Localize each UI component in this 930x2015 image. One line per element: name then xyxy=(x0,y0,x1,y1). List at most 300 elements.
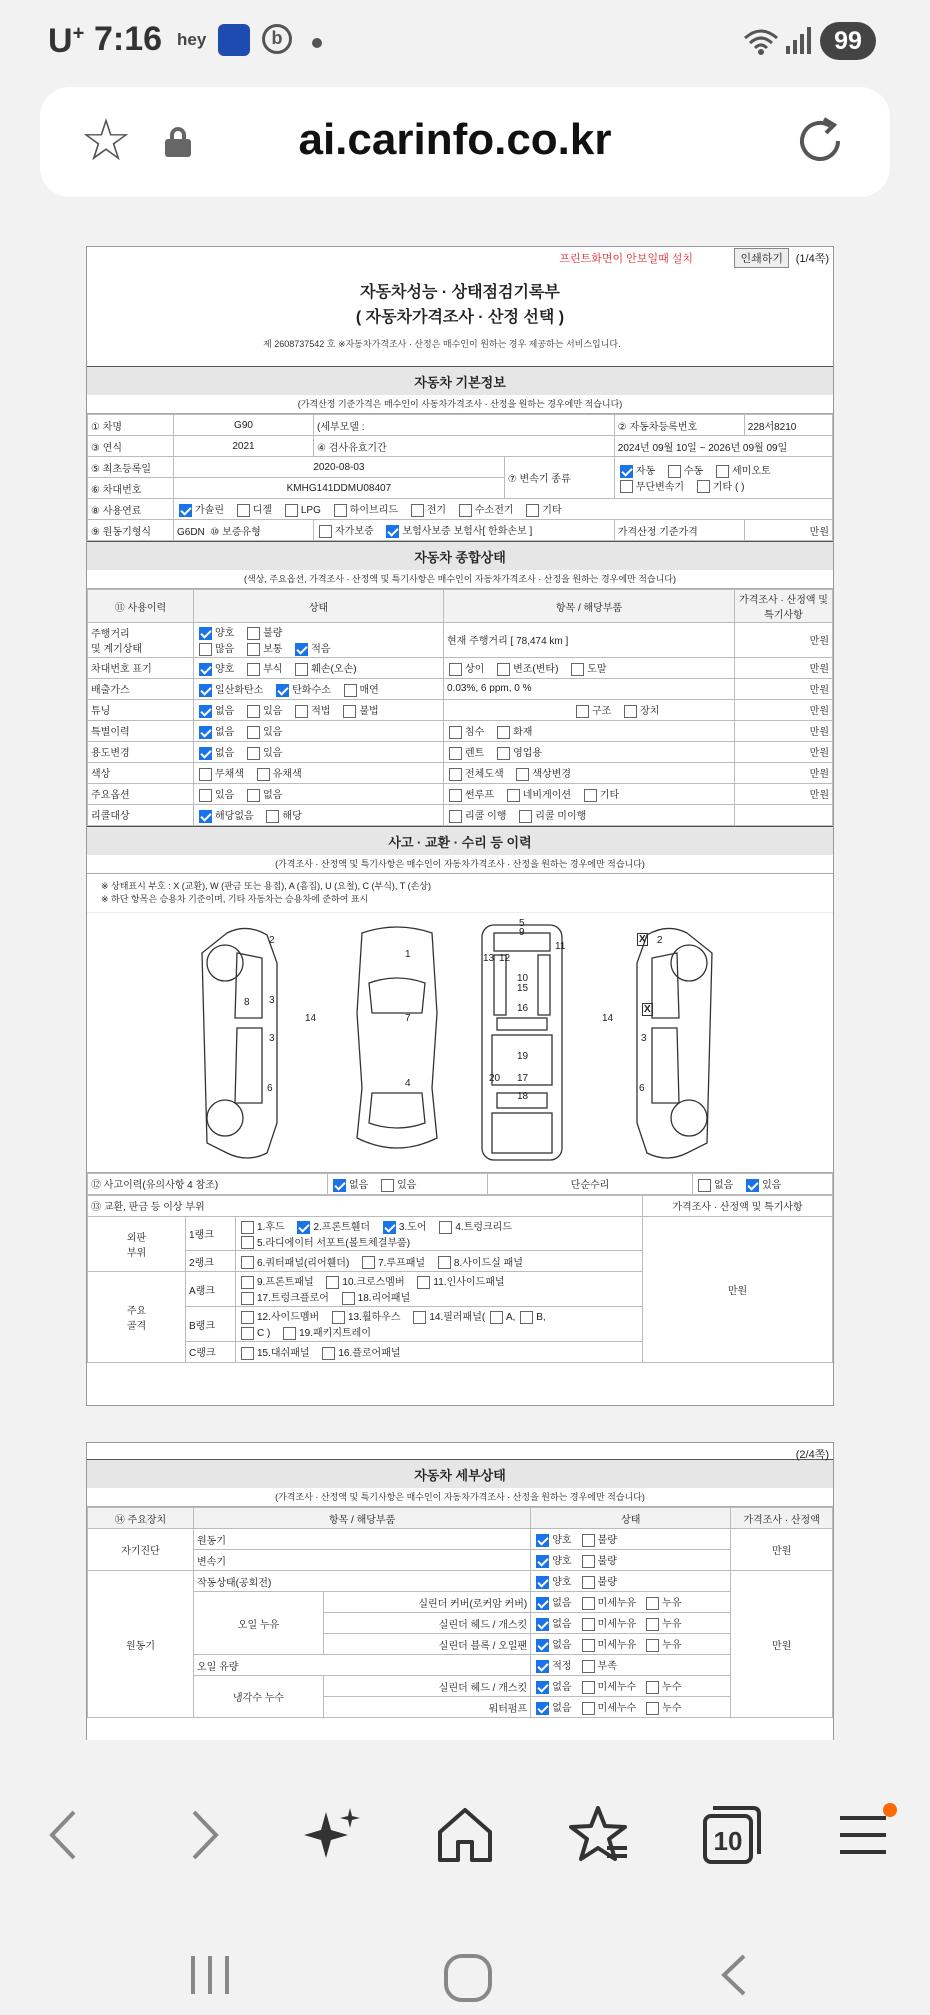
mileage-normal-checkbox[interactable] xyxy=(247,643,260,656)
reload-icon[interactable] xyxy=(792,113,848,169)
vin-rust-checkbox[interactable] xyxy=(247,663,260,676)
front-fender-checkbox[interactable] xyxy=(297,1221,310,1234)
vin-good-checkbox[interactable] xyxy=(199,663,212,676)
mark-8: 8 xyxy=(244,996,250,1008)
status-bar xyxy=(0,0,930,85)
pillar-c-checkbox[interactable] xyxy=(241,1327,254,1340)
opt-label: 화재 xyxy=(513,726,533,738)
fuel-hybrid-label: 하이브리드 xyxy=(349,505,398,517)
document-subtitle: ( 자동차가격조사 · 산정 선택 ) xyxy=(355,309,565,326)
special-fire-checkbox[interactable] xyxy=(497,726,510,739)
print-install-link[interactable]: 프린트화면이 안보일때 설치 xyxy=(559,253,693,265)
transmission-label: 변속기 xyxy=(194,1550,531,1571)
opt-label: 구조 xyxy=(592,705,612,717)
opt-label: 훼손(오손) xyxy=(311,663,357,675)
coolant-head-none-checkbox[interactable] xyxy=(536,1681,549,1694)
opt-label: 누유 xyxy=(662,1640,682,1652)
trans-good-checkbox[interactable] xyxy=(536,1555,549,1568)
opt-label: 적음 xyxy=(311,643,331,655)
block-none-checkbox[interactable] xyxy=(536,1639,549,1652)
usage-rent-checkbox[interactable] xyxy=(449,747,462,760)
signal-icon xyxy=(786,26,812,54)
state-cell xyxy=(531,1634,731,1655)
transmission-semi-checkbox[interactable] xyxy=(716,465,729,478)
main-frame-label: 주요 골격 xyxy=(88,1272,186,1362)
roof-panel-checkbox[interactable] xyxy=(362,1256,375,1269)
clock: 7:16 xyxy=(94,20,163,58)
row-label: 주요옵션 xyxy=(88,783,194,804)
fuel-electric-label: 전기 xyxy=(426,505,447,517)
option-no-checkbox[interactable] xyxy=(247,789,260,802)
coolant-head-minor-checkbox[interactable] xyxy=(582,1681,595,1694)
recall-pending-checkbox[interactable] xyxy=(519,810,532,823)
rankA-options xyxy=(236,1272,643,1307)
opt-label: 불량 xyxy=(597,1556,617,1568)
overall-state-heading: 자동차 종합상태 xyxy=(87,541,833,570)
mileage-many-checkbox[interactable] xyxy=(199,643,212,656)
rankC-options xyxy=(236,1341,643,1362)
block-minor-checkbox[interactable] xyxy=(582,1639,595,1652)
mark-18: 18 xyxy=(517,1090,529,1102)
rear-panel-checkbox[interactable] xyxy=(342,1292,355,1305)
row-label: 용도변경 xyxy=(88,741,194,762)
document-number: 제 2608737542 호 ※자동차가격조사 · 산정은 매수인이 원하는 경우 제공하는 서비스입니다. xyxy=(263,339,621,349)
usage-business-checkbox[interactable] xyxy=(497,747,510,760)
side-member-checkbox[interactable] xyxy=(241,1311,254,1324)
trunk-lid-checkbox[interactable] xyxy=(439,1221,452,1234)
engine-bad-checkbox[interactable] xyxy=(582,1534,595,1547)
oil-level-label: 오일 유량 xyxy=(194,1655,531,1676)
emission-values: 0.03%, 6 ppm, 0 % xyxy=(444,678,735,699)
cross-member-checkbox[interactable] xyxy=(326,1276,339,1289)
transmission-manual-checkbox[interactable] xyxy=(668,465,681,478)
basic-info-heading: 자동차 기본정보 xyxy=(87,366,833,395)
mark-3: 3 xyxy=(269,994,275,1006)
opt-label: 기타 xyxy=(599,789,620,801)
state-cell xyxy=(531,1529,731,1550)
price-unit: 만원 xyxy=(735,762,833,783)
opt-label: 무채색 xyxy=(215,768,244,780)
rankA-label: A랭크 xyxy=(186,1272,236,1307)
lock-icon[interactable] xyxy=(165,127,191,155)
oil-leak-label: 오일 누유 xyxy=(194,1592,324,1655)
rank1-options xyxy=(236,1216,643,1251)
radiator-support-checkbox[interactable] xyxy=(241,1236,254,1249)
opt-label: 침수 xyxy=(465,726,485,738)
accident-none-checkbox[interactable] xyxy=(333,1179,346,1192)
row-label: 주행거리 및 계기상태 xyxy=(88,623,194,658)
value-vin: KMHG141DDMU08407 xyxy=(174,478,505,499)
value-engine-type: G6DN xyxy=(177,526,205,538)
col-state: 상태 xyxy=(531,1508,731,1529)
fuel-electric-checkbox[interactable] xyxy=(411,504,424,517)
opt-label: 12.사이드멤버 xyxy=(257,1312,320,1324)
row-label: 차대번호 표기 xyxy=(88,657,194,678)
opt-label: 1.후드 xyxy=(257,1221,285,1233)
color-full-paint-checkbox[interactable] xyxy=(449,768,462,781)
inside-panel-checkbox[interactable] xyxy=(417,1276,430,1289)
mileage-few-checkbox[interactable] xyxy=(295,643,308,656)
head-leak-checkbox[interactable] xyxy=(646,1618,659,1631)
opt-label: 16.플로어패널 xyxy=(338,1347,401,1359)
fuel-diesel-checkbox[interactable] xyxy=(237,504,250,517)
warranty-options xyxy=(314,520,615,541)
opt-label: 전체도색 xyxy=(465,768,504,780)
table-row xyxy=(88,657,833,678)
state-cell xyxy=(194,762,444,783)
color-chromatic-checkbox[interactable] xyxy=(257,768,270,781)
opt-label: 있음 xyxy=(263,705,283,717)
oil-low-checkbox[interactable] xyxy=(582,1660,595,1673)
fuel-other-checkbox[interactable] xyxy=(526,504,539,517)
mark-14-right: 14 xyxy=(602,1012,614,1024)
opt-label: 없음 xyxy=(714,1179,734,1191)
accident-legend xyxy=(87,874,833,913)
opt-label: 있음 xyxy=(397,1179,417,1191)
mark-15: 15 xyxy=(517,982,529,994)
label-sub-model: (세부모델 : xyxy=(314,415,615,436)
idle-good-checkbox[interactable] xyxy=(536,1576,549,1589)
price-unit: 만원 xyxy=(735,657,833,678)
state-cell xyxy=(531,1550,731,1571)
row-label: 특별이력 xyxy=(88,720,194,741)
parts-price-unit: 만원 xyxy=(643,1216,833,1362)
rankC-label: C랭크 xyxy=(186,1341,236,1362)
opt-label: 7.루프패널 xyxy=(378,1257,426,1269)
head-minor-checkbox[interactable] xyxy=(582,1618,595,1631)
detail-state-table xyxy=(87,1507,833,1718)
report-page-2 xyxy=(86,1442,834,1740)
url-text[interactable]: ai.carinfo.co.kr xyxy=(298,115,612,164)
special-flood-checkbox[interactable] xyxy=(449,726,462,739)
mark-17: 17 xyxy=(517,1072,529,1084)
label-fuel: ⑧ 사용연료 xyxy=(88,499,174,520)
web-content xyxy=(0,210,930,1740)
value-year: 2021 xyxy=(174,436,314,457)
opt-label: 18.리어패널 xyxy=(357,1293,411,1305)
mark-6: 6 xyxy=(267,1082,273,1094)
state-cell xyxy=(194,678,444,699)
fuel-gasoline-label: 가솔린 xyxy=(195,505,224,517)
color-change-checkbox[interactable] xyxy=(516,768,529,781)
table-row xyxy=(88,699,833,720)
emission-hc-checkbox[interactable] xyxy=(276,684,289,697)
item-cell xyxy=(444,720,735,741)
home-icon[interactable] xyxy=(430,1800,500,1870)
special-yes-checkbox[interactable] xyxy=(247,726,260,739)
part-cylinder-head: 실린더 헤드 / 개스킷 xyxy=(324,1613,531,1634)
recall-yes-checkbox[interactable] xyxy=(266,810,279,823)
special-none-checkbox[interactable] xyxy=(199,726,212,739)
opt-label: 있음 xyxy=(215,789,235,801)
opt-label: 렌트 xyxy=(465,747,485,759)
opt-label: 17.트렁크플로어 xyxy=(257,1293,329,1305)
col-state: 상태 xyxy=(194,590,444,623)
opt-label: 있음 xyxy=(762,1179,782,1191)
price-unit: 만원 xyxy=(731,1529,833,1571)
car-right-side-view xyxy=(637,928,712,1158)
front-panel-checkbox[interactable] xyxy=(241,1276,254,1289)
pillar-b-checkbox[interactable] xyxy=(520,1311,533,1324)
legend-symbols: ※ 상태표시 부호 : X (교환), W (판금 또는 용접), A (흠집), U (요철), C (부식), T (손상) xyxy=(101,880,431,891)
mark-2: 2 xyxy=(269,934,275,946)
floor-panel-checkbox[interactable] xyxy=(322,1347,335,1360)
system-back-icon[interactable] xyxy=(710,1950,760,2000)
accident-history-options xyxy=(328,1173,488,1194)
warranty-self-label: 자가보증 xyxy=(335,526,374,538)
quarter-panel-checkbox[interactable] xyxy=(241,1256,254,1269)
engine-good-checkbox[interactable] xyxy=(536,1534,549,1547)
fuel-hydrogen-label: 수소전기 xyxy=(474,505,514,517)
part-cylinder-block: 실린더 블록 / 오일팬 xyxy=(324,1634,531,1655)
idle-bad-checkbox[interactable] xyxy=(582,1576,595,1589)
opt-label: 없음 xyxy=(349,1179,369,1191)
mark-5: 5 xyxy=(519,917,525,929)
cover-none-checkbox[interactable] xyxy=(536,1597,549,1610)
overall-state-table xyxy=(87,589,833,826)
state-cell xyxy=(194,720,444,741)
menu-icon[interactable] xyxy=(828,1800,898,1870)
vin-damage-checkbox[interactable] xyxy=(295,663,308,676)
fuel-lpg-label: LPG xyxy=(300,505,321,517)
opt-label: 14.필러패널( xyxy=(429,1312,486,1324)
wheel-house-checkbox[interactable] xyxy=(332,1311,345,1324)
accident-heading: 사고 · 교환 · 수리 등 이력 xyxy=(87,826,833,855)
option-yes-checkbox[interactable] xyxy=(199,789,212,802)
transmission-auto-label: 자동 xyxy=(635,465,656,477)
transmission-cvt-checkbox[interactable] xyxy=(620,480,633,493)
row-label: 배출가스 xyxy=(88,678,194,699)
carrier-label: U+ xyxy=(48,22,85,60)
item-cell xyxy=(444,804,735,825)
transmission-options xyxy=(614,457,832,499)
mark-4: 4 xyxy=(405,1077,411,1089)
print-button[interactable]: 인쇄하기 xyxy=(734,248,789,268)
legend-note: ※ 하단 항목은 승용차 기준이며, 기타 자동차는 승용차에 준하여 표시 xyxy=(101,893,369,904)
opt-label: 없음 xyxy=(552,1640,572,1652)
transmission-other-checkbox[interactable] xyxy=(697,480,710,493)
opt-label: 도말 xyxy=(587,663,607,675)
emission-smoke-checkbox[interactable] xyxy=(344,684,357,697)
bookmark-star-icon[interactable]: ☆ xyxy=(80,108,132,173)
ai-sparkle-icon[interactable] xyxy=(298,1800,368,1870)
report-page-1 xyxy=(86,246,834,1406)
repair-yes-checkbox[interactable] xyxy=(746,1179,759,1192)
recall-done-checkbox[interactable] xyxy=(449,810,462,823)
pillar-a-checkbox[interactable] xyxy=(490,1311,503,1324)
package-tray-checkbox[interactable] xyxy=(283,1327,296,1340)
vin-altered-checkbox[interactable] xyxy=(497,663,510,676)
cover-minor-checkbox[interactable] xyxy=(582,1597,595,1610)
usage-yes-checkbox[interactable] xyxy=(247,747,260,760)
tuning-yes-checkbox[interactable] xyxy=(247,705,260,718)
opt-label: 없음 xyxy=(552,1703,572,1715)
option-navi-checkbox[interactable] xyxy=(507,789,520,802)
detail-state-note: (가격조사 · 산정액 및 특기사항은 매수인이 자동차가격조사 · 산정을 원하는 경우에만 적습니다) xyxy=(87,1488,833,1507)
fuel-gasoline-checkbox[interactable] xyxy=(179,504,192,517)
opt-label: 양호 xyxy=(215,628,235,639)
opt-label: 누유 xyxy=(662,1619,682,1631)
trans-bad-checkbox[interactable] xyxy=(582,1555,595,1568)
table-row xyxy=(88,623,833,658)
transmission-auto-checkbox[interactable] xyxy=(620,465,633,478)
option-other-checkbox[interactable] xyxy=(584,789,597,802)
app-notification-icon xyxy=(218,24,250,56)
pump-none-checkbox[interactable] xyxy=(536,1702,549,1715)
tabs-icon[interactable] xyxy=(695,1800,765,1870)
opt-label: 양호 xyxy=(552,1577,572,1589)
address-bar[interactable] xyxy=(40,87,890,197)
table-row xyxy=(88,783,833,804)
warranty-insurer-checkbox[interactable] xyxy=(386,525,399,538)
opt-label: 없음 xyxy=(263,789,283,801)
state-cell xyxy=(531,1697,731,1718)
state-cell xyxy=(194,783,444,804)
opt-label: 네비게이션 xyxy=(522,789,572,801)
mark-13: 13 xyxy=(483,952,495,964)
forward-icon[interactable] xyxy=(168,1800,238,1870)
simple-repair-options xyxy=(693,1173,833,1194)
hood-checkbox[interactable] xyxy=(241,1221,254,1234)
opt-label: 리콜 이행 xyxy=(465,810,507,822)
opt-label: 양호 xyxy=(215,663,235,675)
dash-panel-checkbox[interactable] xyxy=(241,1347,254,1360)
part-water-pump: 워터펌프 xyxy=(324,1697,531,1718)
mark-14: 14 xyxy=(305,1012,317,1024)
tuning-none-checkbox[interactable] xyxy=(199,705,212,718)
table-row xyxy=(88,741,833,762)
mileage-bad-checkbox[interactable] xyxy=(247,627,260,640)
state-cell xyxy=(531,1592,731,1613)
part-cylinder-head-2: 실린더 헤드 / 개스킷 xyxy=(324,1676,531,1697)
tuning-device-checkbox[interactable] xyxy=(624,705,637,718)
label-first-registration: ⑤ 최초등록일 xyxy=(88,457,174,478)
overall-state-note: (색상, 주요옵션, 가격조사 · 산정액 및 특기사항은 매수인이 자동차가격조사 · 산정을 원하는 경우에만 적습니다) xyxy=(87,570,833,589)
label-warranty: ⑩ 보증유형 xyxy=(210,526,261,538)
warranty-insurer-label: 보험사보증 보험사[ 한화손보 ] xyxy=(402,526,533,538)
usage-none-checkbox[interactable] xyxy=(199,747,212,760)
side-sill-checkbox[interactable] xyxy=(438,1256,451,1269)
label-vin: ⑥ 차대번호 xyxy=(88,478,174,499)
tuning-legal-checkbox[interactable] xyxy=(295,705,308,718)
table-row xyxy=(88,762,833,783)
idle-label: 작동상태(공회전) xyxy=(194,1571,531,1592)
opt-label: A, xyxy=(505,1312,516,1324)
oil-ok-checkbox[interactable] xyxy=(536,1660,549,1673)
label-year: ③ 연식 xyxy=(88,436,174,457)
fuel-hydrogen-checkbox[interactable] xyxy=(459,504,472,517)
car-left-side-view xyxy=(202,928,277,1158)
tuning-illegal-checkbox[interactable] xyxy=(343,705,356,718)
pump-minor-checkbox[interactable] xyxy=(582,1702,595,1715)
state-cell xyxy=(531,1655,731,1676)
fuel-hybrid-checkbox[interactable] xyxy=(334,504,347,517)
mark-19: 19 xyxy=(517,1050,529,1062)
price-unit: 만원 xyxy=(735,741,833,762)
opt-label: 5.라디에이터 서포트(볼트체결부품) xyxy=(257,1237,411,1249)
label-inspection-validity: ④ 검사유효기간 xyxy=(314,436,615,457)
parts-price-head: 가격조사 · 산정액 및 특기사항 xyxy=(643,1195,833,1216)
color-achromatic-checkbox[interactable] xyxy=(199,768,212,781)
accident-history-table xyxy=(87,1173,833,1195)
rank1-label: 1랭크 xyxy=(186,1216,236,1251)
opt-label: 불법 xyxy=(359,705,379,717)
home-button-icon[interactable] xyxy=(440,1950,496,2006)
mark-x-1: X xyxy=(639,933,646,945)
back-icon[interactable] xyxy=(30,1800,100,1870)
pump-leak-checkbox[interactable] xyxy=(646,1702,659,1715)
table-row xyxy=(88,720,833,741)
opt-label: 미세누유 xyxy=(597,1598,637,1610)
warranty-self-checkbox[interactable] xyxy=(319,525,332,538)
simple-repair-label: 단순수리 xyxy=(488,1173,693,1194)
car-top-view xyxy=(357,927,437,1148)
value-first-registration: 2020-08-03 xyxy=(174,457,505,478)
vin-differ-checkbox[interactable] xyxy=(449,663,462,676)
repair-none-checkbox[interactable] xyxy=(698,1179,711,1192)
state-cell xyxy=(531,1613,731,1634)
recall-none-checkbox[interactable] xyxy=(199,810,212,823)
coolant-leak-label: 냉각수 누수 xyxy=(194,1676,324,1718)
price-base-unit: 만원 xyxy=(744,520,832,541)
opt-label: 없음 xyxy=(552,1619,572,1631)
price-unit: 만원 xyxy=(731,1571,833,1718)
battery-indicator: 99 xyxy=(820,22,876,60)
coolant-head-leak-checkbox[interactable] xyxy=(646,1681,659,1694)
bookmarks-icon[interactable] xyxy=(563,1800,633,1870)
trunk-floor-checkbox[interactable] xyxy=(241,1292,254,1305)
pillar-panel-checkbox[interactable] xyxy=(413,1311,426,1324)
state-cell xyxy=(531,1676,731,1697)
engine-warranty-cell xyxy=(174,520,314,541)
opt-label: 유채색 xyxy=(272,768,302,780)
tuning-structure-checkbox[interactable] xyxy=(576,705,589,718)
detail-state-heading: 자동차 세부상태 xyxy=(87,1459,833,1488)
state-cell xyxy=(194,699,444,720)
opt-label: 없음 xyxy=(552,1682,572,1694)
block-leak-checkbox[interactable] xyxy=(646,1639,659,1652)
opt-label: 누유 xyxy=(662,1598,682,1610)
fuel-lpg-checkbox[interactable] xyxy=(285,504,298,517)
vin-painted-checkbox[interactable] xyxy=(571,663,584,676)
mark-9: 9 xyxy=(519,926,525,938)
door-checkbox[interactable] xyxy=(383,1221,396,1234)
mark-11: 11 xyxy=(555,940,566,952)
opt-label: 부식 xyxy=(263,663,283,675)
recent-apps-icon[interactable] xyxy=(185,1950,235,2000)
option-sunroof-checkbox[interactable] xyxy=(449,789,462,802)
price-unit: 만원 xyxy=(735,699,833,720)
value-inspection-validity: 2024년 09월 10일 ~ 2026년 09월 09일 xyxy=(614,436,832,457)
b-notification-icon: b xyxy=(262,24,292,54)
item-cell xyxy=(444,699,735,720)
head-none-checkbox[interactable] xyxy=(536,1618,549,1631)
item-cell xyxy=(444,783,735,804)
cover-leak-checkbox[interactable] xyxy=(646,1597,659,1610)
col-price: 가격조사 · 산정액 및 특기사항 xyxy=(735,590,833,623)
fuel-options xyxy=(174,499,833,520)
parts-table xyxy=(87,1195,833,1363)
col-item: 항목 / 해당부품 xyxy=(194,1508,531,1529)
transmission-manual-label: 수동 xyxy=(683,465,704,477)
mileage-good-checkbox[interactable] xyxy=(199,627,212,640)
emission-co-checkbox[interactable] xyxy=(199,684,212,697)
mark-1: 1 xyxy=(405,948,411,960)
accident-yes-checkbox[interactable] xyxy=(381,1179,394,1192)
transmission-semi-label: 세미오토 xyxy=(732,465,771,477)
mark-x-2: X xyxy=(644,1003,651,1015)
mark-20: 20 xyxy=(489,1072,501,1084)
